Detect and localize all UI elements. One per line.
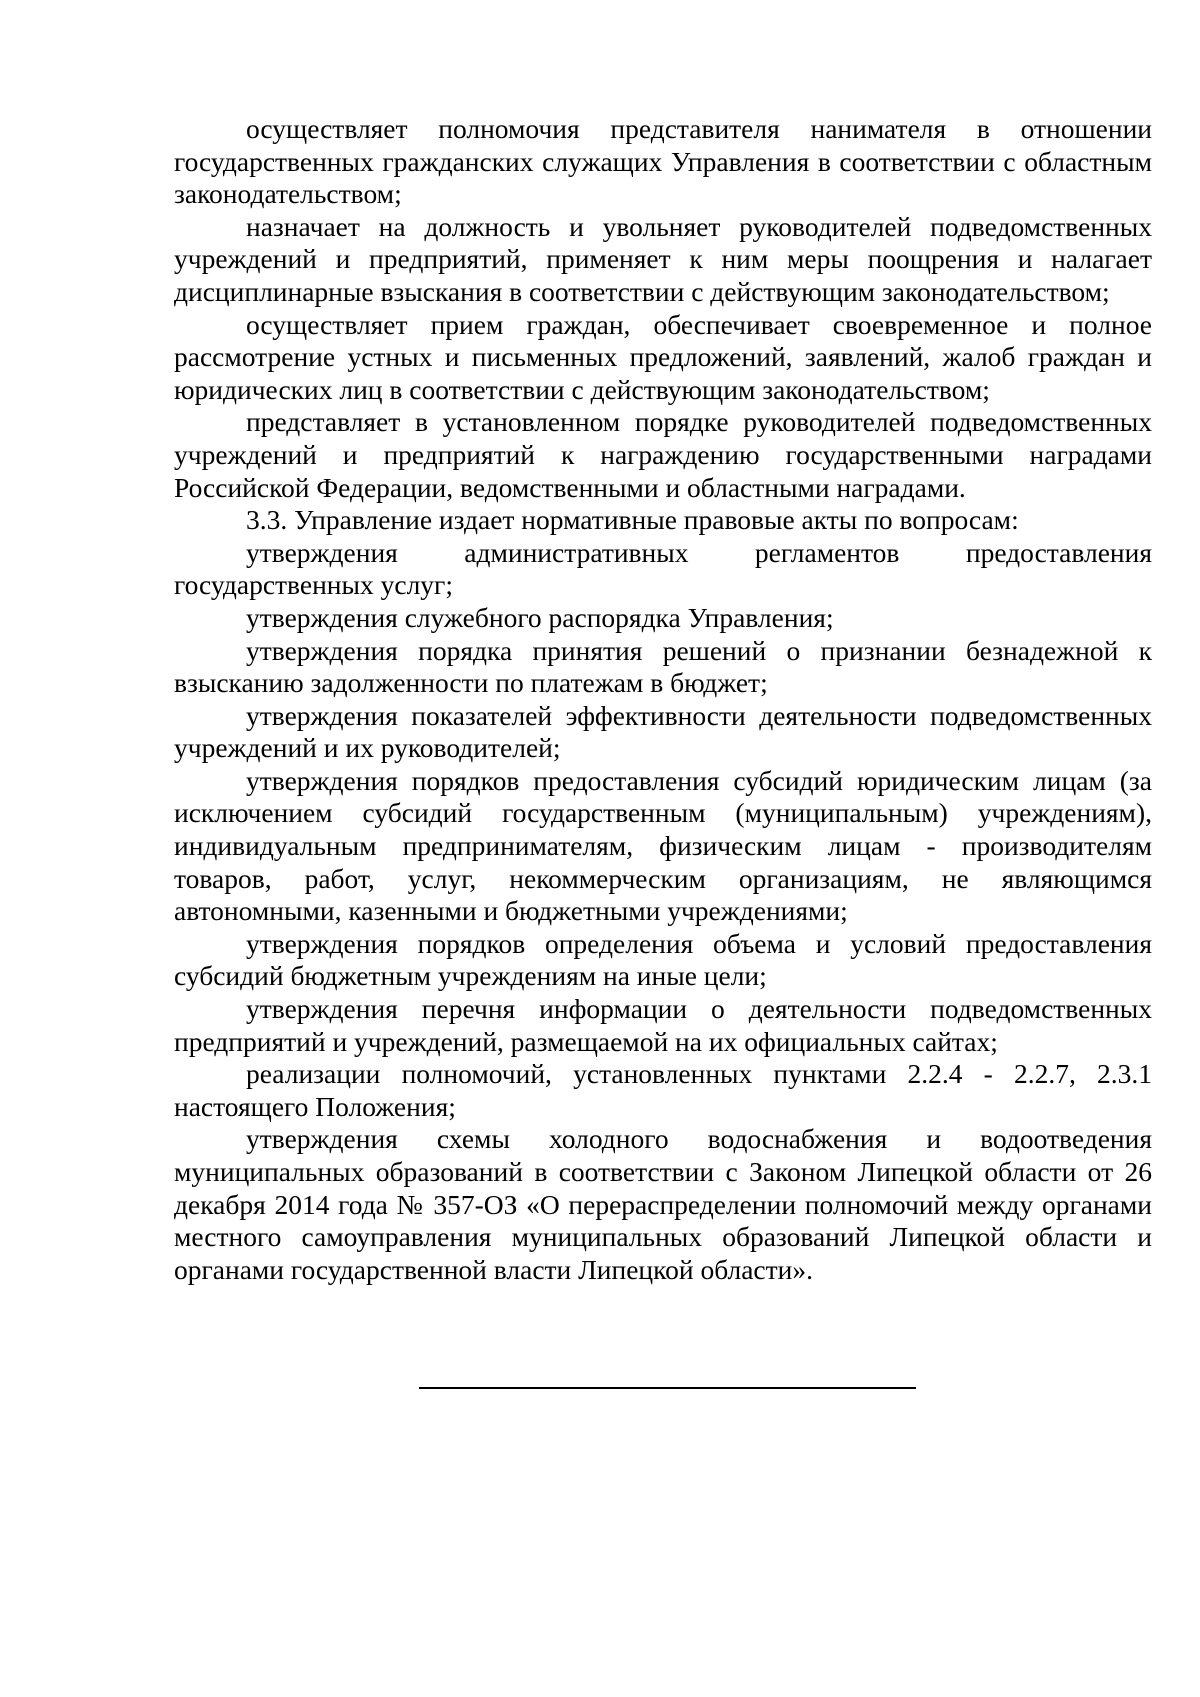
paragraph-1: осуществляет полномочия представителя нанимателя в отношении государственных гражданских служащих Управления в соответствии с областным законодательством;: [174, 113, 1152, 210]
end-of-document-rule: [419, 1387, 916, 1389]
paragraph-6: утверждения административных регламентов предоставления государственных услуг;: [174, 536, 1152, 601]
section-3-3-heading: 3.3. Управление издает нормативные правовые акты по вопросам:: [246, 504, 1019, 536]
document-body: [174, 113, 1152, 1286]
paragraph-11: утверждения порядков определения объема и условий предоставления субсидий бюджетным учреждениям на иные цели;: [174, 927, 1152, 992]
paragraph-14: утверждения схемы холодного водоснабжения и водоотведения муниципальных образований в соответствии с Законом Липецкой области от 26 декабря 2014 года № 357-ОЗ «О перераспределении полномочий между органами местного самоуправления муниципальных образований Липецкой области и органами государственной власти Липецкой области».: [174, 1123, 1152, 1285]
paragraph-12: утверждения перечня информации о деятельности подведомственных предприятий и учреждений, размещаемой на их официальных сайтах;: [174, 993, 1152, 1057]
paragraph-10: утверждения порядков предоставления субсидий юридическим лицам (за исключением субсидий государственным (муниципальным) учреждениям), индивидуальным предпринимателям, физическим лицам - производителям товаров, работ, услуг, некоммерческим организациям, не являющимся автономными, казенными и бюджетными учреждениями;: [174, 764, 1152, 927]
paragraph-4: представляет в установленном порядке руководителей подведомственных учреждений и предприятий к награждению государственными наградами Российской Федерации, ведомственными и областными наградами.: [174, 406, 1152, 503]
paragraph-8: утверждения порядка принятия решений о признании безнадежной к взысканию задолженности по платежам в бюджет;: [174, 634, 1152, 699]
paragraph-7: утверждения служебного распорядка Управления;: [246, 601, 834, 633]
paragraph-13: реализации полномочий, установленных пунктами 2.2.4 - 2.2.7, 2.3.1 настоящего Положения;: [174, 1058, 1152, 1122]
paragraph-9: утверждения показателей эффективности деятельности подведомственных учреждений и их руководителей;: [174, 699, 1152, 764]
paragraph-2: назначает на должность и увольняет руководителей подведомственных учреждений и предприятий, применяет к ним меры поощрения и налагает дисциплинарные взыскания в соответствии с действующим законодательством;: [174, 210, 1152, 307]
paragraph-3: осуществляет прием граждан, обеспечивает своевременное и полное рассмотрение устных и письменных предложений, заявлений, жалоб граждан и юридических лиц в соответствии с действующим законодательством;: [174, 308, 1152, 405]
